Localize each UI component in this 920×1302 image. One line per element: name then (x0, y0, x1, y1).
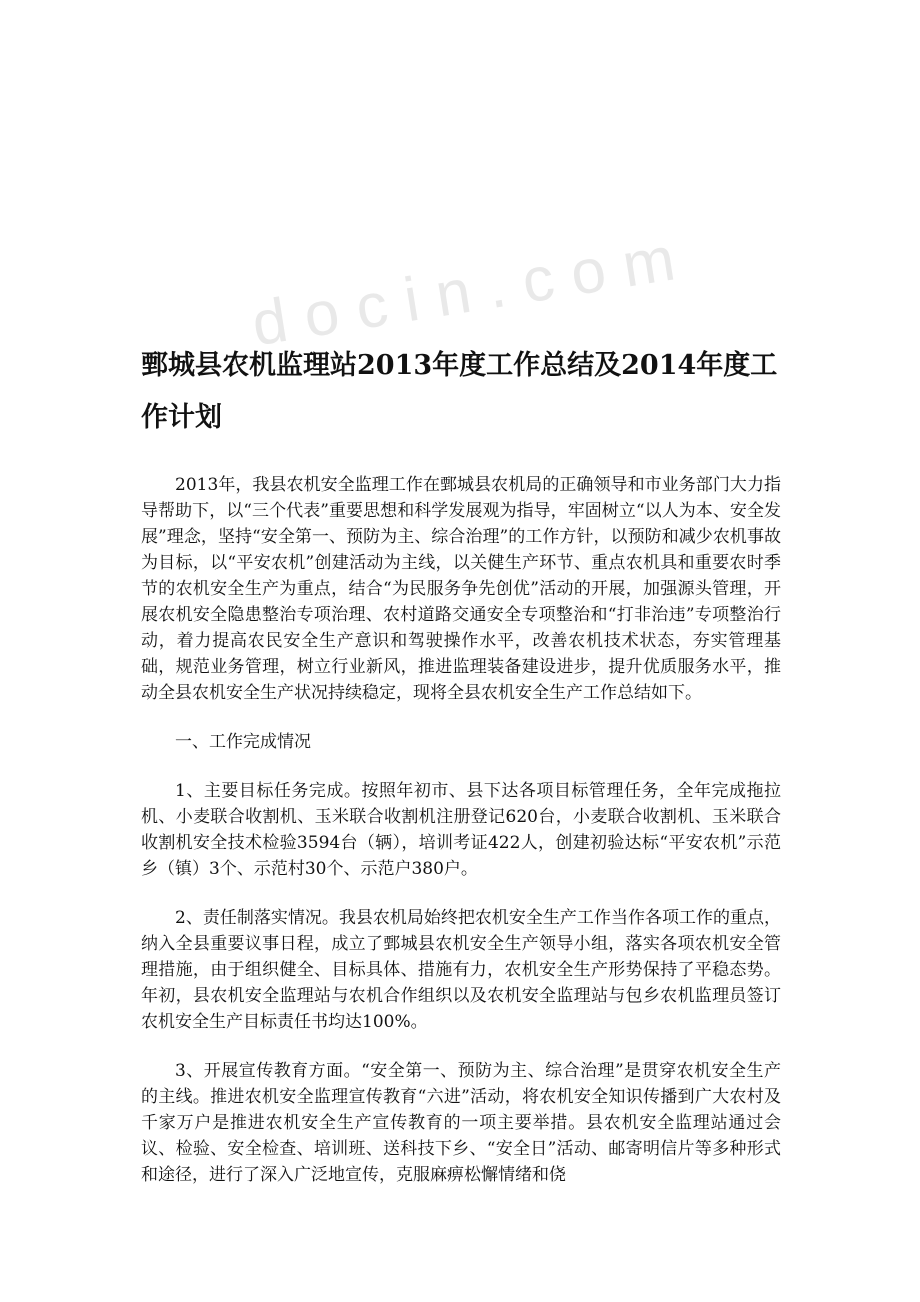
paragraph-responsibility: 2、责任制落实情况。我县农机局始终把农机安全生产工作当作各项工作的重点，纳入全县重要议事日程，成立了鄄城县农机安全生产领导小组，落实各项农机安全管理措施，由于组织健全、目标具体、措施有力，农机安全生产形势保持了平稳态势。年初，县农机安全监理站与农机合作组织以及农机安全监理站与包乡农机监理员签订农机安全生产目标责任书均达100%。 (141, 908, 781, 1032)
watermark: docin.com (247, 221, 698, 360)
paragraph-targets: 1、主要目标任务完成。按照年初市、县下达各项目标管理任务，全年完成拖拉机、小麦联合收割机、玉米联合收割机注册登记620台，小麦联合收割机、玉米联合收割机安全技术检验3594台（辆），培训考证422人，创建初验达标“平安农机”示范乡（镇）3个、示范村30个、示范户380户。 (141, 781, 781, 879)
paragraph-intro: 2013年，我县农机安全监理工作在鄄城县农机局的正确领导和市业务部门大力指导帮助下，以“三个代表”重要思想和科学发展观为指导，牢固树立“以人为本、安全发展”理念，坚持“安全第一、预防为主、综合治理”的工作方针，以预防和减少农机事故为目标，以“平安农机”创建活动为主线，以关健生产环节、重点农机具和重要农时季节的农机安全生产为重点，结合“为民服务争先创优”活动的开展，加强源头管理，开展农机安全隐患整治专项治理、农村道路交通安全专项整治和“打非治违”专项整治行动，着力提高农民安全生产意识和驾驶操作水平，改善农机技术状态，夯实管理基础，规范业务管理，树立行业新风，推进监理装备建设进步，提升优质服务水平，推动全县农机安全生产状况持续稳定，现将全县农机安全生产工作总结如下。 (141, 475, 781, 703)
document-body (141, 340, 781, 1211)
document-title: 鄄城县农机监理站2013年度工作总结及2014年度工作计划 (141, 350, 778, 433)
section-heading: 一、工作完成情况 (175, 732, 311, 752)
paragraph-publicity: 3、开展宣传教育方面。“安全第一、预防为主、综合治理”是贯穿农机安全生产的主线。推进农机安全监理宣传教育“六进”活动，将农机安全知识传播到广大农村及千家万户是推进农机安全生产宣传教育的一项主要举措。县农机安全监理站通过会议、检验、安全检查、培训班、送科技下乡、“安全日”活动、邮寄明信片等多种形式和途径，进行了深入广泛地宣传，克服麻痹松懈情绪和侥 (141, 1061, 781, 1185)
